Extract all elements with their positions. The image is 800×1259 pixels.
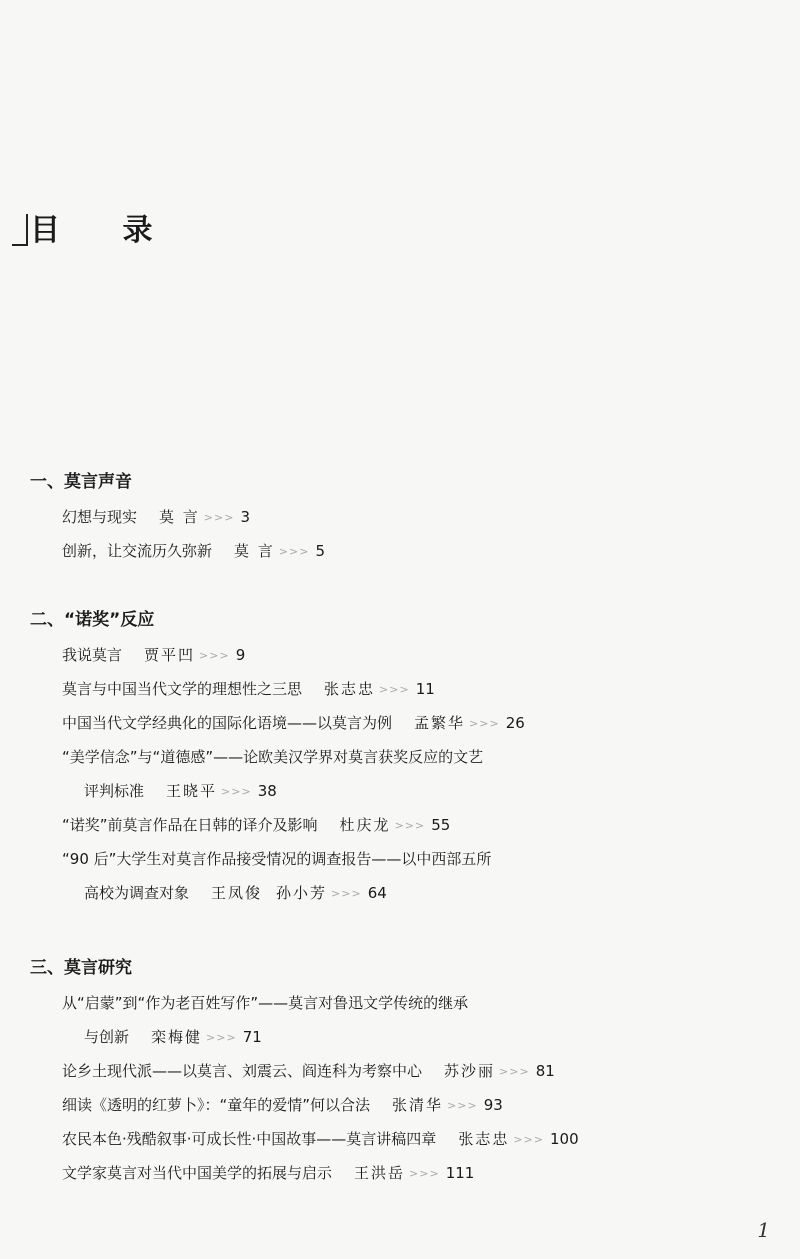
section-heading: 二、“诺奖”反应 xyxy=(30,610,155,630)
entry-title-text: “90 后”大学生对莫言作品接受情况的调查报告——以中西部五所 xyxy=(62,850,492,868)
title-bracket-mark xyxy=(12,214,28,246)
entry-author: 王凤俊 xyxy=(211,884,263,902)
toc-entry[interactable] xyxy=(30,847,770,905)
entry-title-text: “诺奖”前莫言作品在日韩的译介及影响 xyxy=(62,816,318,834)
entry-author: 栾梅健 xyxy=(151,1028,203,1046)
entry-title-line xyxy=(30,1127,770,1151)
leader-arrows-icon: >>> xyxy=(199,649,230,662)
entry-title-line xyxy=(30,677,770,701)
entry-title-line xyxy=(30,643,770,667)
entry-title-line xyxy=(30,745,770,769)
leader-arrows-icon: >>> xyxy=(499,1065,530,1078)
entry-title-text: 细读《透明的红萝卜》：“童年的爱情”何以合法 xyxy=(62,1096,371,1114)
toc-entry[interactable] xyxy=(30,539,770,563)
entry-author: 王洪岳 xyxy=(354,1164,406,1182)
entry-page-number[interactable]: 55 xyxy=(431,816,451,834)
entry-title-text: 我说莫言 xyxy=(62,646,123,664)
toc-entry[interactable] xyxy=(30,1059,770,1083)
entry-title-text: 文学家莫言对当代中国美学的拓展与启示 xyxy=(62,1164,333,1182)
section-heading: 三、莫言研究 xyxy=(30,958,132,978)
entry-author: 张志忠 xyxy=(458,1130,510,1148)
entry-title-continuation xyxy=(30,1025,770,1049)
entry-page-number[interactable]: 64 xyxy=(367,884,387,902)
leader-arrows-icon: >>> xyxy=(331,887,362,900)
entry-page-number[interactable]: 26 xyxy=(505,714,525,732)
toc-section-2 xyxy=(30,608,770,915)
entry-title-continuation xyxy=(30,881,770,905)
entry-page-number[interactable]: 3 xyxy=(240,508,250,526)
entry-author: 莫 言 xyxy=(159,508,200,526)
toc-section-1 xyxy=(30,470,770,573)
entry-page-number[interactable]: 81 xyxy=(535,1062,555,1080)
leader-arrows-icon: >>> xyxy=(394,819,426,832)
entry-title-text: 论乡土现代派——以莫言、刘震云、阎连科为考察中心 xyxy=(62,1062,423,1080)
entry-page-number[interactable]: 111 xyxy=(445,1164,475,1182)
entry-title-text: 莫言与中国当代文学的理想性之三思 xyxy=(62,680,303,698)
leader-arrows-icon: >>> xyxy=(447,1099,478,1112)
toc-entry[interactable] xyxy=(30,1127,770,1151)
entry-page-number[interactable]: 11 xyxy=(415,680,435,698)
entry-title-line xyxy=(30,711,770,735)
entry-title-line xyxy=(30,539,770,563)
leader-arrows-icon: >>> xyxy=(513,1133,544,1146)
entry-title-text: 中国当代文学经典化的国际化语境——以莫言为例 xyxy=(62,714,393,732)
entry-page-number[interactable]: 93 xyxy=(483,1096,503,1114)
entry-title-line xyxy=(30,813,770,837)
entry-title-continuation xyxy=(30,779,770,803)
leader-arrows-icon: >>> xyxy=(206,1031,237,1044)
toc-entry[interactable] xyxy=(30,1093,770,1117)
entry-title-text: 评判标准 xyxy=(84,782,145,800)
entry-author: 贾平凹 xyxy=(144,646,196,664)
entry-author: 孙小芳 xyxy=(276,884,328,902)
leader-arrows-icon: >>> xyxy=(203,511,235,524)
entry-title-text: 幻想与现实 xyxy=(62,508,138,526)
entry-author: 苏沙丽 xyxy=(444,1062,496,1080)
section-heading: 一、莫言声音 xyxy=(30,472,132,492)
entry-author: 杜庆龙 xyxy=(339,816,391,834)
entry-title-text: 与创新 xyxy=(84,1028,130,1046)
leader-arrows-icon: >>> xyxy=(221,785,252,798)
page-title: 目 录 xyxy=(30,213,179,248)
entry-title-line xyxy=(30,1093,770,1117)
entry-page-number[interactable]: 5 xyxy=(315,542,325,560)
entry-title-text: 创新，让交流历久弥新 xyxy=(62,542,213,560)
leader-arrows-icon: >>> xyxy=(379,683,410,696)
entry-title-line xyxy=(30,505,770,529)
entry-author: 张清华 xyxy=(392,1096,444,1114)
entry-title-text: 高校为调查对象 xyxy=(84,884,190,902)
entry-author: 张志忠 xyxy=(324,680,376,698)
entry-author: 孟繁华 xyxy=(414,714,466,732)
entry-title-line xyxy=(30,1161,770,1185)
entry-page-number[interactable]: 38 xyxy=(257,782,277,800)
leader-arrows-icon: >>> xyxy=(409,1167,440,1180)
entry-title-line xyxy=(30,1059,770,1083)
entry-title-text: 农民本色·残酷叙事·可成长性·中国故事——莫言讲稿四章 xyxy=(62,1130,437,1148)
entry-author: 莫 言 xyxy=(234,542,275,560)
leader-arrows-icon: >>> xyxy=(278,545,310,558)
toc-section-3 xyxy=(30,956,770,1195)
entry-title-text: “美学信念”与“道德感”——论欧美汉学界对莫言获奖反应的文艺 xyxy=(62,748,484,766)
toc-entry[interactable] xyxy=(30,711,770,735)
entry-page-number[interactable]: 71 xyxy=(242,1028,262,1046)
entry-title-text: 从“启蒙”到“作为老百姓写作”——莫言对鲁迅文学传统的继承 xyxy=(62,994,469,1012)
entry-page-number[interactable]: 9 xyxy=(235,646,246,664)
page-number: 1 xyxy=(757,1218,770,1242)
toc-entry[interactable] xyxy=(30,991,770,1049)
entry-author: 王晓平 xyxy=(166,782,218,800)
toc-entry[interactable] xyxy=(30,677,770,701)
toc-entry[interactable] xyxy=(30,813,770,837)
toc-entry[interactable] xyxy=(30,745,770,803)
entry-title-line xyxy=(30,991,770,1015)
toc-entry[interactable] xyxy=(30,643,770,667)
leader-arrows-icon: >>> xyxy=(469,717,500,730)
toc-entry[interactable] xyxy=(30,1161,770,1185)
entry-title-line xyxy=(30,847,770,871)
toc-entry[interactable] xyxy=(30,505,770,529)
entry-page-number[interactable]: 100 xyxy=(549,1130,579,1148)
